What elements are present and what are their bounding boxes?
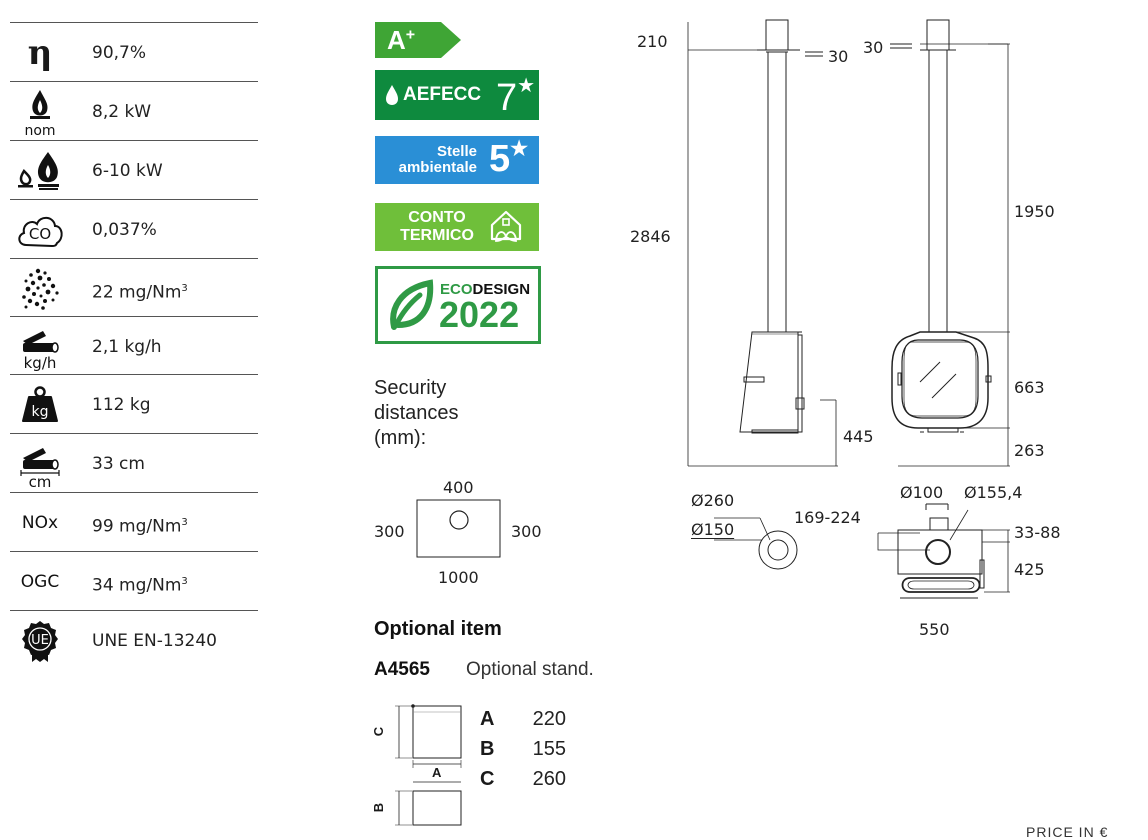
- dim-30-left: 30: [828, 47, 849, 66]
- star-icon: ★: [510, 138, 529, 160]
- stand-dim-row-a: [478, 708, 588, 738]
- security-top: 400: [443, 478, 474, 497]
- dim-425: 425: [1014, 560, 1045, 579]
- wood-consumption-icon: [8, 318, 72, 376]
- spec-divider: [10, 199, 258, 200]
- conto-line1: CONTO: [408, 209, 466, 226]
- spec-value: 112 kg: [92, 395, 151, 415]
- weight-icon: [8, 376, 72, 434]
- energy-class-plus: +: [405, 26, 416, 44]
- stand-dim-letter: A: [480, 708, 495, 730]
- dim-diameter-155-4: Ø155,4: [964, 483, 1023, 502]
- spec-divider: [10, 551, 258, 552]
- spec-row-co: [0, 201, 258, 259]
- spec-row-ogc: [0, 553, 258, 611]
- stand-dim-value: 220: [532, 708, 566, 730]
- ecodesign-line1: ECODESIGN: [440, 281, 531, 298]
- spec-value: UNE EN-13240: [92, 631, 217, 651]
- particulate-dots-icon: [8, 260, 72, 318]
- spec-divider: [10, 258, 258, 259]
- dim-diameter-100: Ø100: [900, 483, 944, 502]
- spec-row-power-range: [0, 142, 258, 200]
- stand-dim-row-b: [478, 738, 588, 768]
- spec-divider: [10, 374, 258, 375]
- spec-value-text: 22 mg/Nm: [92, 282, 182, 303]
- price-footer-cut: PRICE IN €: [1026, 824, 1109, 840]
- dim-210: 210: [637, 32, 668, 51]
- energy-class-letter: A+: [387, 25, 416, 55]
- dim-diameter-260: Ø260: [691, 491, 735, 510]
- spec-row-efficiency: [0, 24, 258, 82]
- nox-text-icon: [8, 494, 72, 552]
- efficiency-eta-icon: η: [27, 33, 53, 73]
- dim-33-88: 33-88: [1014, 523, 1061, 542]
- log-length-icon: [8, 435, 72, 493]
- spec-value: 33 cm: [92, 454, 145, 474]
- dim-445: 445: [843, 427, 874, 446]
- stand-dim-value: 260: [532, 768, 566, 790]
- kgh-label: kg/h: [23, 354, 57, 371]
- spec-value: 2,1 kg/h: [92, 337, 162, 357]
- security-title: [374, 376, 459, 451]
- co-cloud-icon: [8, 201, 72, 259]
- energy-class-badge: [375, 22, 461, 58]
- optional-heading: Optional item: [374, 618, 502, 640]
- nox-label: NOx: [21, 513, 59, 533]
- spec-divider: [10, 140, 258, 141]
- spec-value-text: 34 mg/Nm: [92, 575, 182, 596]
- conto-line2: TERMICO: [400, 227, 474, 244]
- stand-dimensions-list: [478, 708, 588, 798]
- spec-divider: [10, 81, 258, 82]
- ecodesign-badge: [375, 266, 541, 344]
- aefecc-badge: [375, 70, 539, 120]
- spec-divider: [10, 610, 258, 611]
- dim-550: 550: [919, 620, 950, 639]
- spec-value-sup: 3: [181, 283, 188, 294]
- aefecc-value: 7★: [496, 75, 536, 119]
- ue-label: UE: [31, 633, 49, 648]
- stand-diagram: [372, 700, 468, 831]
- spec-row-weight: [0, 376, 258, 434]
- stand-label-a: A: [432, 765, 442, 780]
- stove-drawing-lines: [620, 0, 1148, 660]
- dim-diameter-150: Ø150: [691, 520, 735, 539]
- security-right: 300: [511, 522, 542, 541]
- spec-value: [92, 260, 188, 318]
- optional-code: A4565: [374, 659, 430, 680]
- dim-2846: 2846: [630, 227, 671, 246]
- stand-label-b: B: [371, 802, 387, 813]
- ogc-text-icon: [8, 553, 72, 611]
- house-leaf-icon: [488, 207, 524, 247]
- stand-dim-row-c: [478, 768, 588, 798]
- nominal-power-flame-icon: [8, 83, 72, 141]
- stand-label-c: C: [371, 726, 387, 737]
- dim-663: 663: [1014, 378, 1045, 397]
- dim-169-224: 169-224: [794, 508, 861, 527]
- nom-label: nom: [24, 123, 56, 138]
- conto-termico-badge: [375, 203, 539, 251]
- spec-row-wood-consumption: [0, 318, 258, 376]
- spec-row-nox: [0, 494, 258, 552]
- spec-value: [92, 553, 188, 611]
- aefecc-label: AEFECC: [403, 84, 482, 105]
- security-title-line3: (mm):: [374, 427, 427, 449]
- power-range-flames-icon: [8, 142, 72, 200]
- ecodesign-year: 2022: [439, 294, 520, 335]
- dim-30-right: 30: [863, 38, 884, 57]
- spec-value: 90,7%: [92, 43, 147, 63]
- leaf-icon: [388, 279, 434, 333]
- stelle-value: 5★: [489, 138, 529, 180]
- spec-row-standard: [0, 612, 258, 670]
- cm-label: cm: [28, 473, 52, 488]
- star-icon: ★: [517, 75, 536, 97]
- security-bottom: 1000: [438, 568, 479, 587]
- spec-value: [92, 494, 188, 552]
- dim-1950: 1950: [1014, 202, 1055, 221]
- stelle-line2: ambientale: [398, 159, 477, 176]
- dim-263: 263: [1014, 441, 1045, 460]
- stand-dim-value: 155: [532, 738, 566, 760]
- co-label: CO: [28, 225, 52, 243]
- spec-row-particulate: [0, 260, 258, 318]
- security-distance-diagram: [370, 476, 550, 592]
- spec-divider: [10, 22, 258, 23]
- spec-value: 0,037%: [92, 220, 157, 240]
- spec-divider: [10, 492, 258, 493]
- spec-row-log-length: [0, 435, 258, 493]
- stelle-ambientale-badge: [375, 136, 539, 184]
- spec-value-text: 99 mg/Nm: [92, 516, 182, 537]
- spec-value: 6-10 kW: [92, 161, 163, 181]
- spec-divider: [10, 433, 258, 434]
- stand-dim-letter: C: [480, 768, 495, 790]
- stelle-line1: Stelle: [436, 143, 477, 160]
- kg-label: kg: [31, 404, 49, 420]
- spec-value-sup: 3: [181, 517, 188, 528]
- spec-row-nominal-power: [0, 83, 258, 141]
- security-title-line2: distances: [374, 402, 459, 424]
- ue-seal-icon: [8, 612, 72, 670]
- spec-divider: [10, 316, 258, 317]
- ogc-label: OGC: [20, 572, 60, 592]
- optional-description: Optional stand.: [466, 659, 594, 680]
- security-left: 300: [374, 522, 405, 541]
- spec-value: 8,2 kW: [92, 102, 152, 122]
- stand-dim-letter: B: [480, 738, 495, 760]
- security-title-line1: Security: [374, 377, 447, 399]
- flame-icon: [384, 84, 400, 106]
- stove-technical-drawing: [620, 0, 1148, 660]
- spec-value-sup: 3: [181, 576, 188, 587]
